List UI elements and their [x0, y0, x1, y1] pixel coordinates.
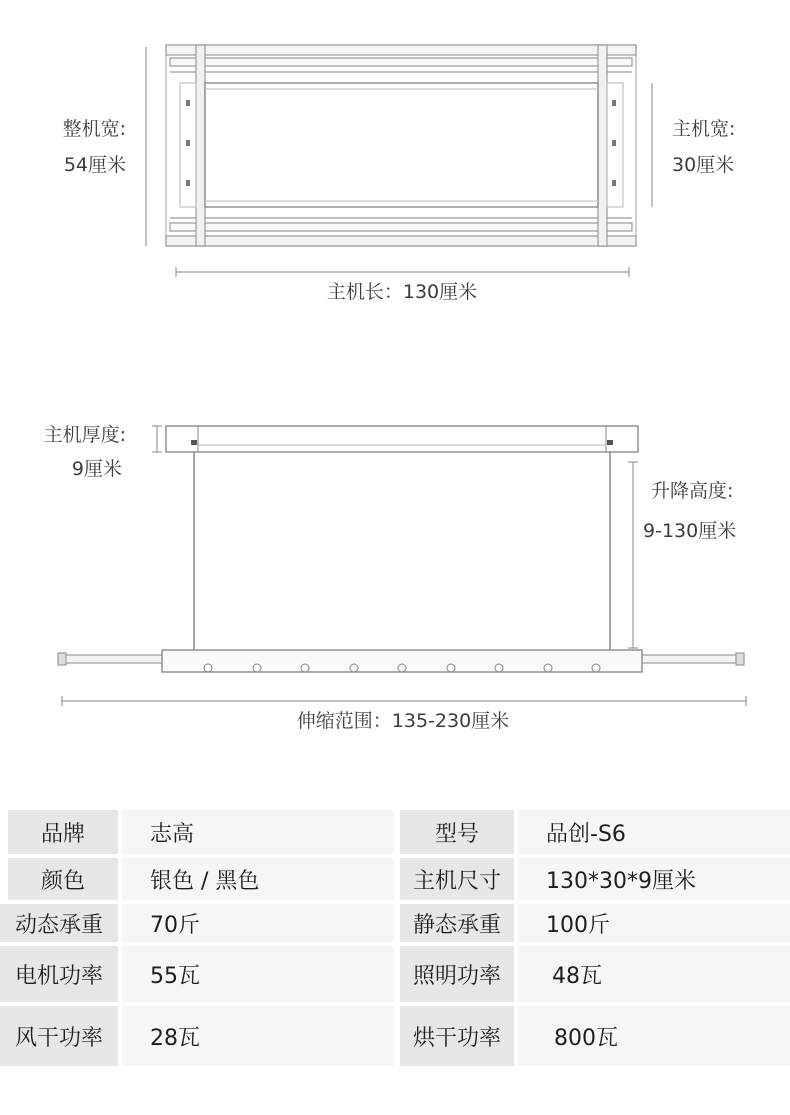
spec-value: 银色 / 黑色 — [122, 858, 394, 900]
spec-value: 品创-S6 — [518, 810, 790, 854]
spec-table — [0, 808, 790, 1070]
host-width-value: 30厘米 — [672, 154, 735, 176]
spec-value: 70斤 — [122, 904, 394, 942]
spec-key: 型号 — [400, 810, 514, 854]
lift-height-value: 9-130厘米 — [643, 520, 737, 542]
spec-key: 电机功率 — [0, 946, 118, 1002]
spec-value: 130*30*9厘米 — [518, 858, 790, 900]
spec-value: 28瓦 — [122, 1006, 394, 1066]
spec-key: 动态承重 — [0, 904, 118, 942]
extend-range-label: 伸缩范围：135-230厘米 — [296, 710, 510, 732]
spec-key: 烘干功率 — [400, 1006, 514, 1066]
spec-value: 100斤 — [518, 904, 790, 942]
overall-width-label: 整机宽: — [62, 118, 126, 140]
lift-height-label: 升降高度: — [651, 480, 734, 502]
spec-key: 风干功率 — [0, 1006, 118, 1066]
table-row — [0, 810, 790, 854]
spec-key: 静态承重 — [400, 904, 514, 942]
spec-key: 品牌 — [8, 810, 118, 854]
table-row — [0, 946, 790, 1002]
spec-value: 志高 — [122, 810, 394, 854]
spec-key: 颜色 — [8, 858, 118, 900]
host-width-label: 主机宽: — [672, 118, 736, 140]
thickness-label: 主机厚度: — [43, 424, 126, 446]
spec-key: 主机尺寸 — [400, 858, 514, 900]
spec-key: 照明功率 — [400, 946, 514, 1002]
overall-width-value: 54厘米 — [63, 154, 126, 176]
host-length-label: 主机长：130厘米 — [326, 281, 478, 303]
spec-value: 800瓦 — [518, 1006, 790, 1066]
thickness-value: 9厘米 — [71, 458, 122, 480]
spec-value: 48瓦 — [518, 946, 790, 1002]
spec-value: 55瓦 — [122, 946, 394, 1002]
table-row — [0, 904, 790, 942]
table-row — [0, 858, 790, 900]
table-row — [0, 1006, 790, 1066]
